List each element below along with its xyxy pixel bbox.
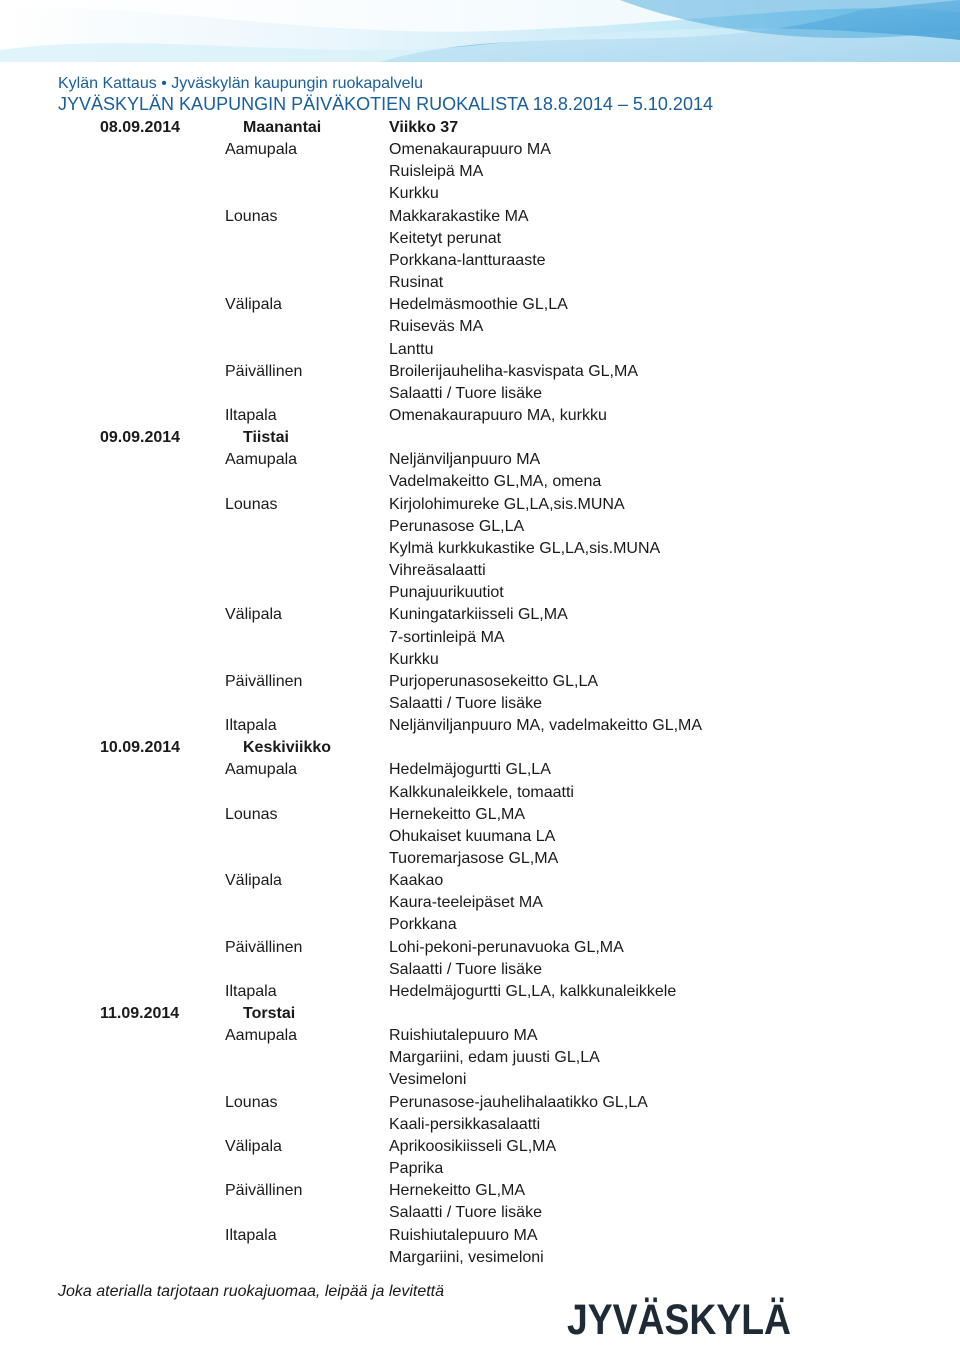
meal-name: Lounas [225, 1093, 278, 1111]
menu-item: Perunasose-jauhelihalaatikko GL,LA [389, 1093, 648, 1111]
meal-name: Iltapala [225, 1226, 277, 1244]
menu-item: Kurkku [389, 650, 439, 668]
day-weekday: Maanantai [243, 119, 322, 136]
menu-item: Hernekeitto GL,MA [389, 805, 526, 823]
meal-name: Lounas [225, 805, 278, 823]
menu-item: Hedelmäsmoothie GL,LA [389, 296, 568, 314]
menu-item: Ruishiutalepuuro MA [389, 1027, 538, 1045]
service-name: Jyväskylän kaupungin ruokapalvelu [171, 75, 423, 92]
menu-item: Tuoremarjasose GL,MA [389, 849, 559, 867]
meal-name: Iltapala [225, 717, 277, 734]
footer-note: Joka aterialla tarjotaan ruokajuomaa, leipää ja levitettä [58, 1283, 445, 1300]
week-label: Viikko 37 [389, 119, 459, 136]
meal-name: Iltapala [225, 406, 277, 424]
meal-name: Välipala [225, 606, 282, 624]
menu-item: Salaatti / Tuore lisäke [389, 694, 542, 712]
menu-item: Neljänviljanpuuro MA [389, 451, 541, 469]
day-date: 08.09.2014 [100, 119, 181, 136]
day-date: 09.09.2014 [100, 429, 181, 447]
meal-name: Aamupala [225, 1027, 298, 1045]
menu-item: Hedelmäjogurtti GL,LA [389, 761, 551, 779]
menu-item: Aprikoosikiisseli GL,MA [389, 1137, 557, 1155]
menu-item: Vadelmakeitto GL,MA, omena [389, 473, 602, 491]
day-date: 10.09.2014 [100, 739, 181, 757]
meal-name: Välipala [225, 872, 282, 890]
menu-item: Kaakao [389, 872, 444, 890]
organization-name: Kylän Kattaus [58, 75, 157, 92]
meal-name: Päivällinen [225, 672, 303, 690]
bullet-separator: • [161, 75, 167, 92]
menu-item: Omenakaurapuuro MA, kurkku [389, 406, 607, 424]
menu-item: Kuningatarkiisseli GL,MA [389, 606, 568, 624]
menu-item: Kaura-teeleipäset MA [389, 894, 543, 912]
day-weekday: Tiistai [243, 429, 289, 447]
banner-wave-graphic [0, 0, 960, 62]
document-title: JYVÄSKYLÄN KAUPUNGIN PÄIVÄKOTIEN RUOKALISTA 18.8.2014 – 5.10.2014 [58, 94, 713, 114]
meal-name: Lounas [225, 495, 278, 513]
meal-name: Välipala [225, 1137, 282, 1155]
meal-name: Päivällinen [225, 362, 303, 380]
menu-item: Purjoperunasosekeitto GL,LA [389, 672, 599, 690]
menu-item: Kaali-persikkasalaatti [389, 1115, 541, 1133]
menu-item: Ohukaiset kuumana LA [389, 827, 556, 845]
menu-item: Ruisleipä MA [389, 163, 484, 181]
meal-name: Aamupala [225, 761, 298, 779]
meal-name: Iltapala [225, 982, 277, 1000]
menu-item: Lohi-pekoni-perunavuoka GL,MA [389, 938, 624, 956]
menu-item: Lanttu [389, 340, 434, 358]
menu-item: Salaatti / Tuore lisäke [389, 1204, 542, 1222]
menu-item: Salaatti / Tuore lisäke [389, 384, 542, 402]
meal-name: Aamupala [225, 451, 298, 469]
meal-name: Päivällinen [225, 1182, 303, 1200]
meal-name: Lounas [225, 207, 278, 225]
menu-item: Perunasose GL,LA [389, 517, 525, 535]
menu-item: Porkkana-lantturaaste [389, 251, 546, 269]
day-weekday: Keskiviikko [243, 739, 332, 757]
menu-item: Ruishiutalepuuro MA [389, 1226, 538, 1244]
menu-item: Vesimeloni [389, 1071, 467, 1089]
jyvaskyla-logo [567, 1292, 791, 1342]
meal-name: Aamupala [225, 141, 298, 159]
menu-item: Kalkkunaleikkele, tomaatti [389, 783, 574, 801]
menu-item: 7-sortinleipä MA [389, 628, 505, 646]
menu-item: Kylmä kurkkukastike GL,LA,sis.MUNA [389, 539, 661, 557]
day-date: 11.09.2014 [100, 1005, 180, 1022]
menu-item: Kurkku [389, 185, 439, 203]
menu-item: Omenakaurapuuro MA [389, 141, 551, 159]
menu-item: Vihreäsalaatti [389, 562, 486, 579]
menu-item: Margariini, edam juusti GL,LA [389, 1049, 600, 1067]
menu-item: Hernekeitto GL,MA [389, 1182, 526, 1200]
menu-item: Hedelmäjogurtti GL,LA, kalkkunaleikkele [389, 982, 677, 1000]
menu-item: Neljänviljanpuuro MA, vadelmakeitto GL,MA [389, 717, 703, 734]
menu-item: Ruiseväs MA [389, 318, 484, 336]
menu-item: Broilerijauheliha-kasvispata GL,MA [389, 362, 638, 380]
header-subtitle [58, 75, 423, 93]
menu-item: Punajuurikuutiot [389, 584, 504, 602]
meal-name: Välipala [225, 296, 282, 314]
menu-item: Rusinat [389, 274, 444, 291]
menu-item: Paprika [389, 1160, 444, 1177]
menu-item: Makkarakastike MA [389, 207, 529, 225]
day-weekday: Torstai [243, 1005, 296, 1022]
menu-item: Keitetyt perunat [389, 229, 502, 247]
meal-name: Päivällinen [225, 938, 303, 956]
menu-item: Kirjolohimureke GL,LA,sis.MUNA [389, 495, 625, 513]
logo-text: JYVÄSKYLÄ [567, 1296, 791, 1344]
header-banner [0, 0, 960, 62]
menu-item: Salaatti / Tuore lisäke [389, 960, 542, 978]
menu-item: Porkkana [389, 916, 457, 934]
menu-item: Margariini, vesimeloni [389, 1248, 544, 1266]
